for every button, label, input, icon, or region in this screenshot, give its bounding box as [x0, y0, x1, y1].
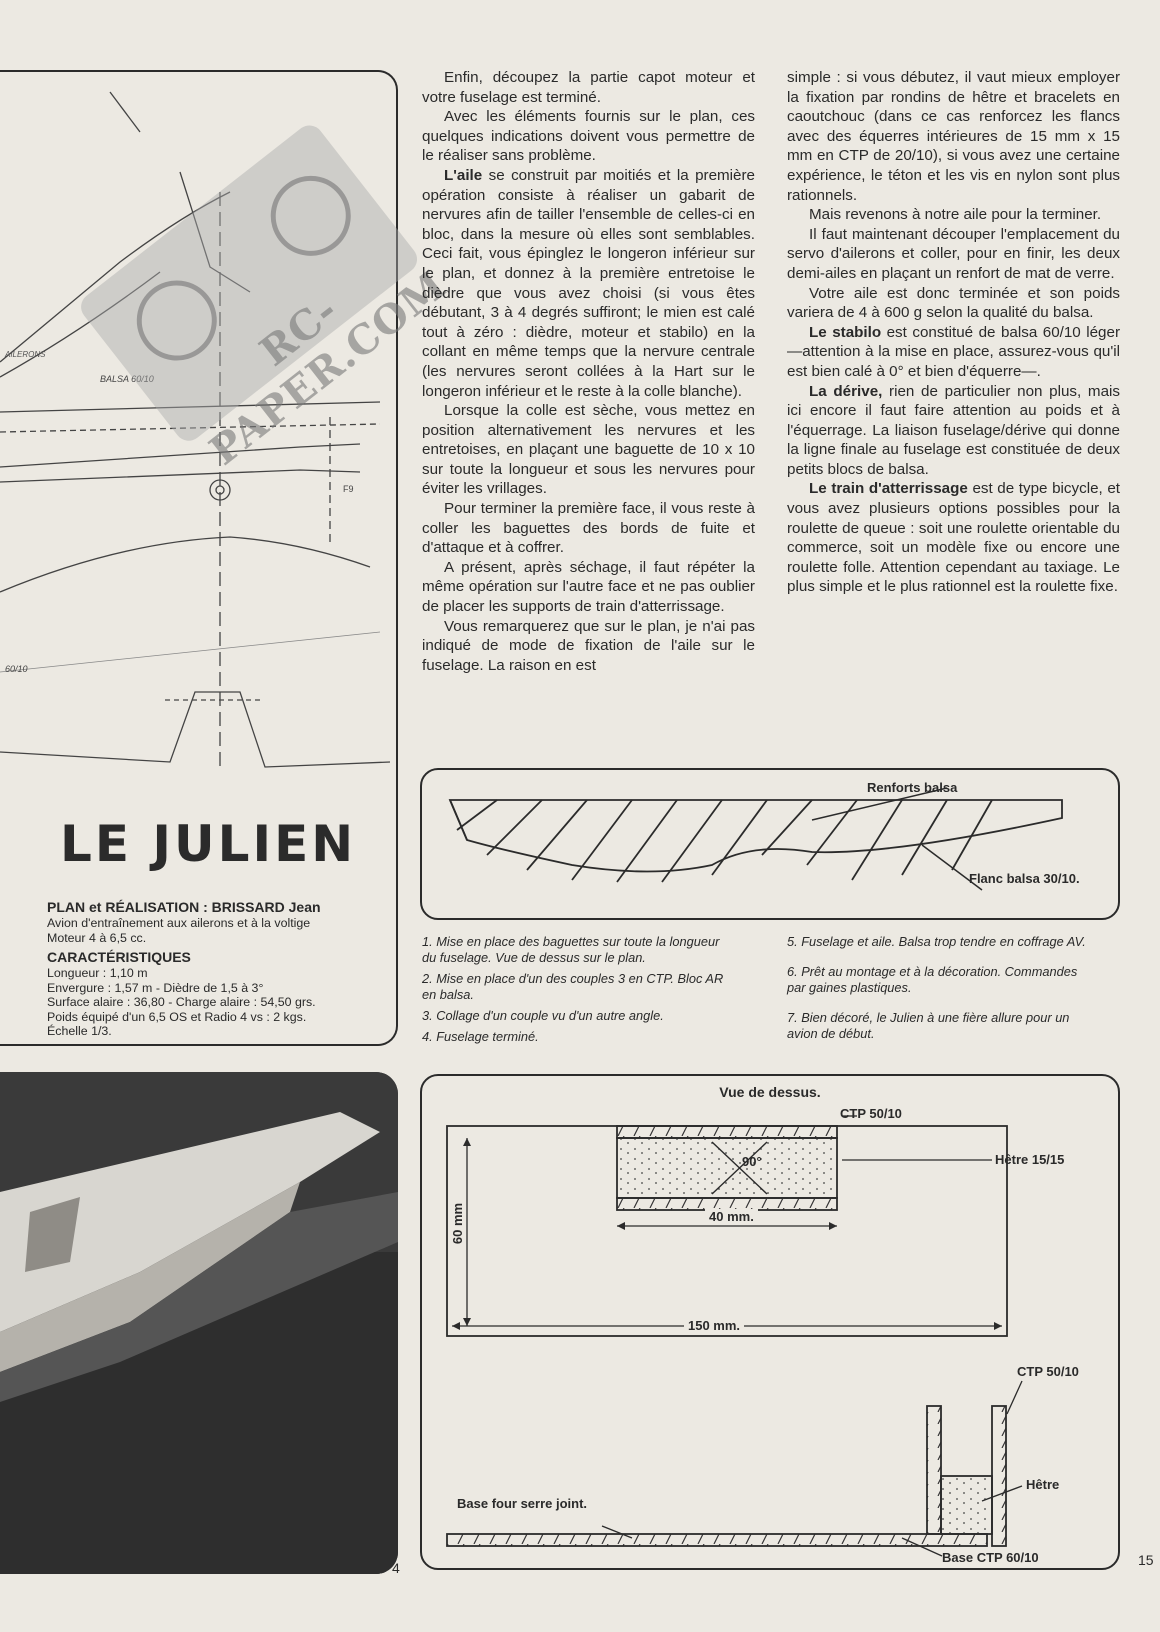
paragraph: Il faut maintenant découper l'emplacement du servo d'ailerons et coller, pour en finir, les deux demi-ailes en plaçant un renfort de mat de verre.	[787, 225, 1120, 282]
spec-line: Envergure : 1,57 m - Dièdre de 1,5 à 3°	[47, 980, 264, 995]
ctp-top-label: CTP 50/10	[840, 1106, 902, 1121]
page-number-right: 15	[1138, 1552, 1154, 1568]
base-four-label: Base four serre joint.	[457, 1496, 588, 1511]
paragraph: Enfin, découpez la partie capot moteur et votre fuselage est terminé.	[422, 69, 755, 106]
paragraph: Avec les éléments fournis sur le plan, ces quelques indications doivent vous permettre de le réaliser sans problème.	[422, 108, 755, 165]
jig-heading: Vue de dessus.	[719, 1084, 821, 1100]
caption: 6. Prêt au montage et à la décoration. Commandes par gaines plastiques.	[787, 964, 1078, 995]
caption: 7. Bien décoré, le Julien à une fière allure pour un avion de début.	[787, 1010, 1070, 1041]
dim-150-label: 150 mm.	[684, 1318, 744, 1333]
paragraph: Lorsque la colle est sèche, vous mettez en position alternativement les nervures et les entretoises, en plaçant une baguette de 10 x 10 sur toute la longueur et sous les nervures pour éviter les vrillages.	[422, 402, 755, 498]
paragraph: Votre aile est donc terminée et son poids variera de 4 à 600 g selon la qualité du balsa.	[787, 284, 1120, 322]
dim-40-label: 40 mm.	[705, 1209, 758, 1224]
specs-heading: CARACTÉRISTIQUES	[47, 949, 191, 965]
hetre-label: Hêtre	[1026, 1477, 1060, 1492]
captions-right	[787, 934, 1087, 1047]
dim-60-label: 60 mm	[450, 1200, 465, 1247]
text-column-2	[787, 68, 1120, 597]
plan-label-ailerons: AILERONS	[5, 350, 46, 359]
paragraph: L'aile se construit par moitiés et la première opération consiste à réaliser un gabarit de nervures afin de tailler l'ensemble de celles-ci en bloc, dans la mesure où elles sont semblables. Ceci fait, vous épinglez le longeron inférieur sur le plan, et donnez à la première entretoise le dièdre que vous avez choisi (si vous êtes débutant, 3 à 4 degrés suffiront; le mien est calé tout à zéro : dièdre, moteur et stabilo) en la collant en même temps que la nervure centrale (les nervures seront collées à la Hart sur le longeron inférieur et le reste à la colle blanche).	[422, 166, 755, 400]
caption: 5. Fuselage et aile. Balsa trop tendre en coffrage AV.	[787, 934, 1086, 949]
paragraph: Le train d'atterrissage est de type bicycle, et vous avez plusieurs options possibles pour la roulette de queue : soit une roulette orientable du commerce, soit un modèle fixe ou encore une roulette folle. Attention cependant au taxiage. Le plus simple et le plus rationnel est la roulette fixe.	[787, 480, 1120, 596]
hetre-1515-label: Hêtre 15/15	[995, 1152, 1065, 1167]
flanc-label: Flanc balsa 30/10.	[969, 871, 1080, 886]
jig-figure	[420, 1074, 1120, 1570]
ctp-side-label: CTP 50/10	[1017, 1364, 1079, 1379]
paragraph: simple : si vous débutez, il vaut mieux employer la fixation par rondins de hêtre et bracelets en caoutchouc (dans ce cas renforcez les flancs avec des équerres intérieures de 15 mm x 15 mm en CTP de 20/10), si vous avez une certaine expérience, le téton et les vis en nylon sont plus rationnels.	[787, 69, 1120, 204]
text-column-1	[422, 68, 755, 675]
captions-left	[422, 934, 732, 1050]
watermark-text: RC-PAPER.COM	[200, 261, 456, 475]
caption: 3. Collage d'un couple vu d'un autre angle.	[422, 1008, 664, 1023]
spec-line: Échelle 1/3.	[47, 1024, 112, 1038]
spec-line: Poids équipé d'un 6,5 OS et Radio 4 vs : 2 kgs.	[47, 1009, 307, 1024]
plan-label-sixty: 60/10	[5, 664, 28, 674]
plan-label-f9: F9	[343, 484, 354, 494]
article-title: LE JULIEN	[60, 815, 357, 873]
page-number-left: 4	[392, 1560, 400, 1576]
specs-block	[47, 899, 392, 1039]
paragraph: La dérive, rien de particulier non plus, mais ici encore il faut faire attention au poids et à l'équerrage. La liaison fuselage/dérive qui donne la ligne finale au fuselage est constituée de deux petits blocs de balsa.	[787, 382, 1120, 478]
paragraph: Vous remarquerez que sur le plan, je n'ai pas indiqué de mode de fixation de l'aile sur le fuselage. La raison en est	[422, 617, 755, 674]
spec-desc-2: Moteur 4 à 6,5 cc.	[47, 930, 147, 945]
paragraph: A présent, après séchage, il faut répéter la même opération sur l'autre face et ne pas oublier de placer les supports de train d'atterrissage.	[422, 558, 755, 616]
caption: 1. Mise en place des baguettes sur toute la longueur du fuselage. Vue de dessus sur le plan.	[422, 934, 720, 965]
plan-author: PLAN et RÉALISATION : BRISSARD Jean	[47, 899, 321, 915]
plan-label-balsa: BALSA 60/10	[100, 374, 154, 384]
paragraph: Pour terminer la première face, il vous reste à coller les baguettes des bords de fuite et d'attaque et à coffrer.	[422, 500, 755, 557]
caption: 2. Mise en place d'un des couples 3 en CTP. Bloc AR en balsa.	[422, 971, 724, 1002]
fuselage-photo	[0, 1072, 398, 1574]
base-ctp-label: Base CTP 60/10	[942, 1550, 1039, 1565]
spec-desc-1: Avion d'entraînement aux ailerons et à la voltige	[47, 916, 311, 930]
paragraph: Mais revenons à notre aile pour la terminer.	[809, 206, 1102, 224]
paragraph: Le stabilo est constitué de balsa 60/10 léger —attention à la mise en place, assurez-vous qu'il est bien calé à 0° et bien d'équerre—.	[787, 323, 1120, 380]
spec-line: Longueur : 1,10 m	[47, 966, 148, 980]
spec-line: Surface alaire : 36,80 - Charge alaire : 54,50 grs.	[47, 995, 316, 1009]
caption: 4. Fuselage terminé.	[422, 1029, 539, 1044]
renforts-label: Renforts balsa	[867, 780, 958, 795]
fuselage-side-figure	[420, 768, 1120, 920]
angle-label: 90°	[742, 1154, 762, 1169]
